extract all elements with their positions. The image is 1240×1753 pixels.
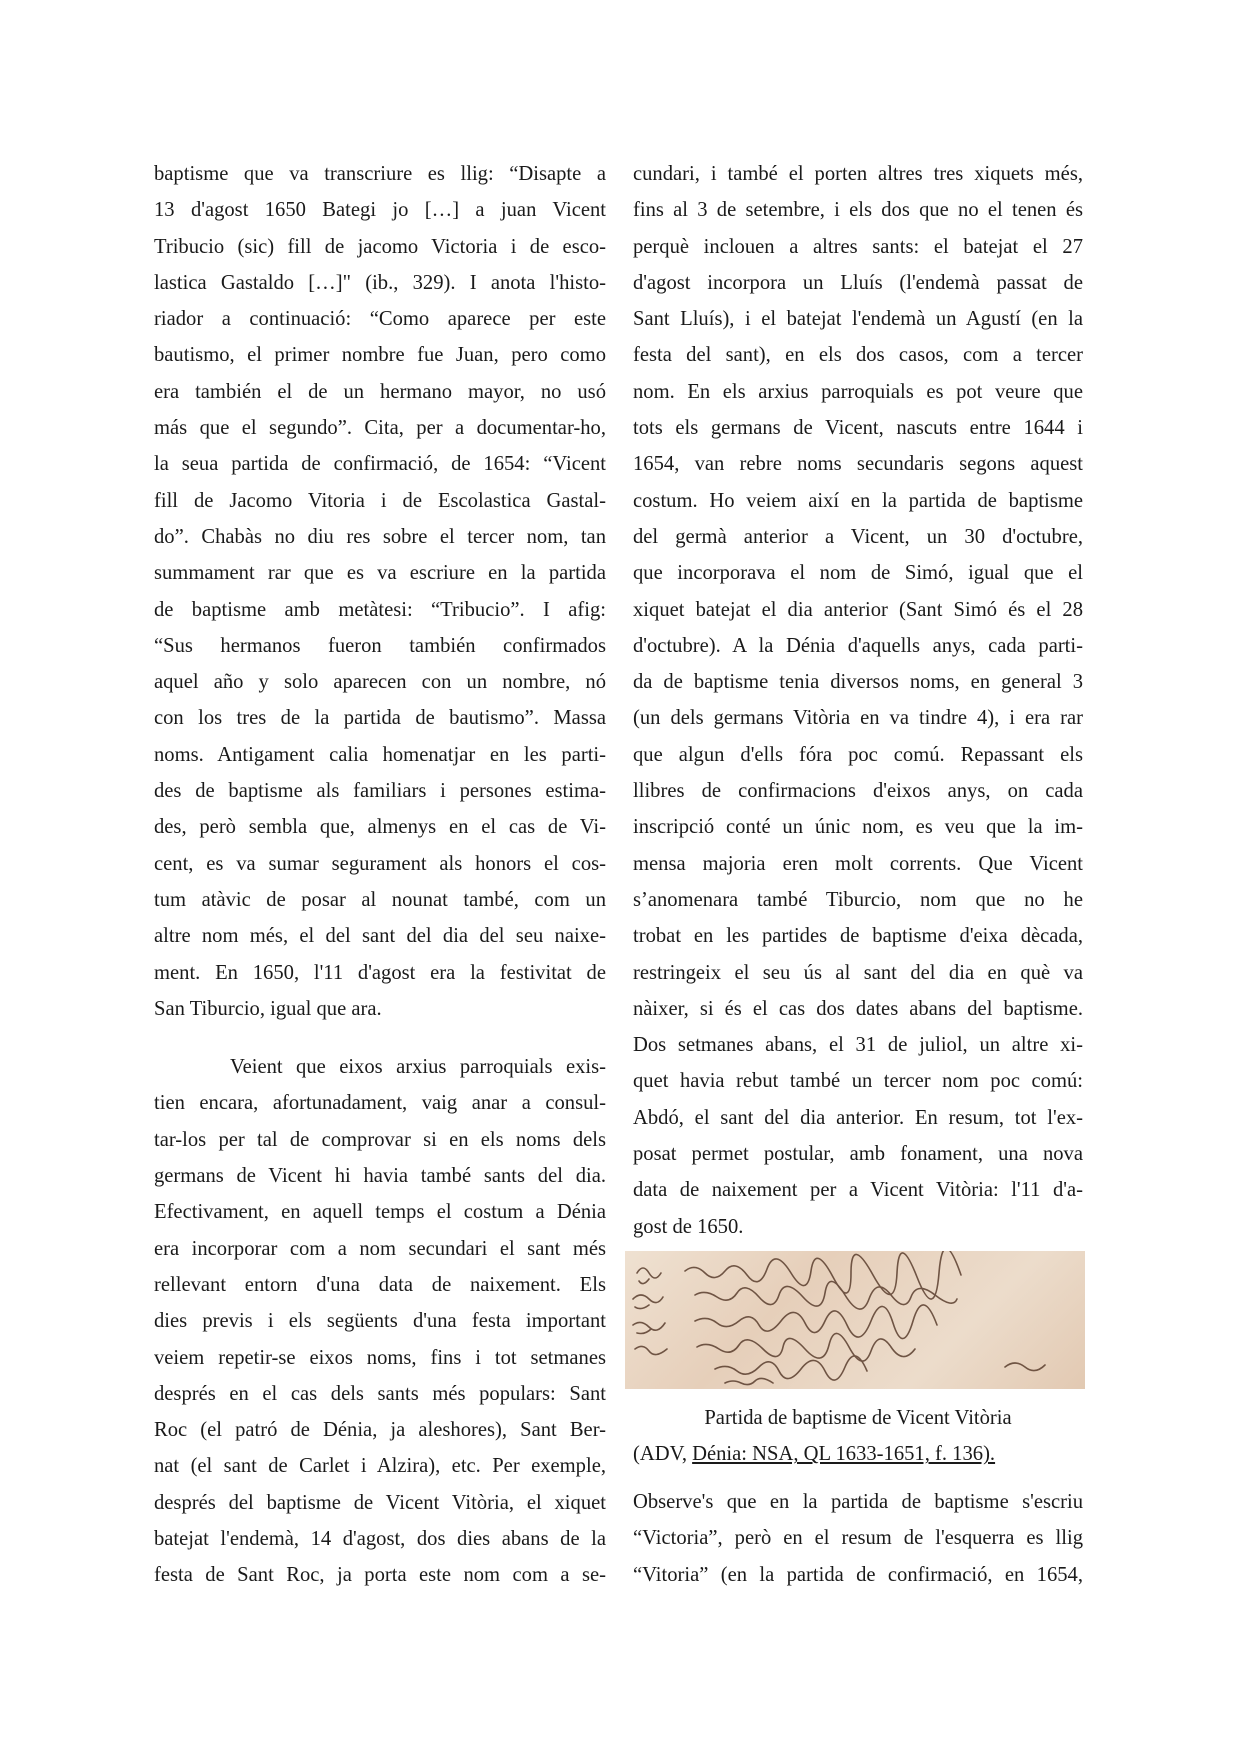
text-line: San Tiburcio, igual que ara.	[154, 997, 382, 1020]
text-line: Sant Lluís), i el batejat l'endemà un Agustí (en la	[633, 308, 1083, 331]
text-line: costum. Ho veiem així en la partida de baptisme	[633, 489, 1083, 512]
text-line: rellevant entorn d'una data de naixement. Els	[154, 1273, 606, 1296]
text-line: 1654, van rebre noms secundaris segons aquest	[633, 453, 1083, 476]
text-line: restringeix el seu ús al sant del dia en què va	[633, 961, 1083, 984]
text-line: “Victoria”, però en el resum de l'esquerra es llig	[633, 1527, 1083, 1550]
caption-source-link[interactable]: Dénia: NSA, QL 1633-1651, f. 136).	[692, 1443, 996, 1466]
text-line: llibres de confirmacions d'eixos anys, on cada	[633, 780, 1083, 803]
text-line: tum atàvic de posar al nounat també, com un	[154, 888, 606, 911]
note-paragraph	[633, 1484, 1083, 1593]
text-line: da de baptisme tenia diversos noms, en general 3	[633, 671, 1083, 694]
text-line: Tribucio (sic) fill de jacomo Victoria i de esco-	[154, 235, 606, 258]
text-line: després del baptisme de Vicent Vitòria, el xiquet	[154, 1491, 606, 1514]
text-line: do”. Chabàs no diu res sobre el tercer nom, tan	[154, 525, 606, 548]
text-line: Dos setmanes abans, el 31 de juliol, un altre xi-	[633, 1034, 1083, 1057]
text-line: tar-los per tal de comprovar si en els noms dels	[154, 1128, 606, 1151]
text-line: d'agost incorpora un Lluís (l'endemà passat de	[633, 271, 1083, 294]
text-line: que incorporava el nom de Simó, igual que el	[633, 562, 1083, 585]
text-line: aquel año y solo aparecen con un nombre, nó	[154, 671, 606, 694]
text-line: tots els germans de Vicent, nascuts entre 1644 i	[633, 417, 1083, 440]
text-line: de baptisme amb metàtesi: “Tribucio”. I afig:	[154, 598, 606, 621]
text-line: nàixer, si és el cas dos dates abans del baptisme.	[633, 997, 1083, 1020]
text-line: “Vitoria” (en la partida de confirmació, en 1654,	[633, 1563, 1083, 1586]
text-line: altre nom més, el del sant del dia del seu naixe-	[154, 925, 606, 948]
text-line: mensa majoria eren molt corrents. Que Vicent	[633, 852, 1083, 875]
text-line: des de baptisme als familiars i persones estima-	[154, 780, 606, 803]
text-line: con los tres de la partida de bautismo”. Massa	[154, 707, 606, 730]
handwriting-scribbles	[625, 1251, 1085, 1389]
text-line: des, però sembla que, almenys en el cas de Vi-	[154, 816, 606, 839]
text-line: ment. En 1650, l'11 d'agost era la festivitat de	[154, 961, 606, 984]
text-line: era también el de un hermano mayor, no usó	[154, 380, 606, 403]
text-line: lastica Gastaldo […]" (ib., 329). I anota l'histo-	[154, 271, 606, 294]
text-line: fill de Jacomo Vitoria i de Escolastica Gastal-	[154, 489, 606, 512]
text-line: más que el segundo”. Cita, per a documentar-ho,	[154, 417, 606, 440]
text-line: nom. En els arxius parroquials es pot veure que	[633, 380, 1083, 403]
text-line: baptisme que va transcriure es llig: “Disapte a	[154, 163, 606, 185]
figure-caption	[633, 1400, 1083, 1473]
left-column	[154, 156, 606, 1594]
text-line: Observe's que en la partida de baptisme s'escriu	[633, 1491, 1083, 1513]
text-line: tien encara, afortunadament, vaig anar a consul-	[154, 1092, 606, 1115]
text-line: Roc (el patró de Dénia, ja aleshores), Sant Ber-	[154, 1419, 606, 1442]
text-line: fins al 3 de setembre, i els dos que no el tenen és	[633, 199, 1083, 222]
text-line: gost de 1650.	[633, 1215, 744, 1238]
text-line: trobat en les partides de baptisme d'eixa dècada,	[633, 925, 1083, 948]
text-line: posat permet postular, amb fonament, una nova	[633, 1143, 1083, 1166]
text-line: Veient que eixos arxius parroquials exis-	[230, 1056, 606, 1079]
caption-line	[633, 1436, 1083, 1472]
text-line: la seua partida de confirmació, de 1654: “Vicent	[154, 453, 606, 476]
text-line: era incorporar com a nom secundari el sant més	[154, 1237, 606, 1260]
text-line: batejat l'endemà, 14 d'agost, dos dies abans de la	[154, 1527, 606, 1550]
text-line: summament rar que es va escriure en la partida	[154, 562, 606, 585]
text-line: veiem repetir-se eixos noms, fins i tot setmanes	[154, 1346, 606, 1369]
text-line: “Sus hermanos fueron también confirmados	[154, 634, 606, 657]
text-line: Efectivament, en aquell temps el costum a Dénia	[154, 1201, 606, 1224]
text-line: data de naixement per a Vicent Vitòria: l'11 d'a-	[633, 1179, 1083, 1202]
text-line: inscripció conté un únic nom, es veu que la im-	[633, 816, 1083, 839]
text-line: xiquet batejat el dia anterior (Sant Simó és el 28	[633, 598, 1083, 621]
text-line: germans de Vicent hi havia també sants del dia.	[154, 1165, 606, 1188]
right-column	[633, 156, 1083, 1245]
text-line: perquè inclouen a altres sants: el batejat el 27	[633, 235, 1083, 258]
manuscript-image	[625, 1251, 1085, 1389]
text-line: després en el cas dels sants més populars: Sant	[154, 1382, 606, 1405]
text-line: (un dels germans Vitòria en va tindre 4), i era rar	[633, 707, 1083, 730]
text-line: cent, es va sumar segurament als honors el cos-	[154, 852, 606, 875]
text-line: s’anomenara també Tiburcio, nom que no he	[633, 888, 1083, 911]
caption-line: Partida de baptisme de Vicent Vitòria	[704, 1407, 1012, 1429]
text-line: del germà anterior a Vicent, un 30 d'octubre,	[633, 525, 1083, 548]
text-line: d'octubre). A la Dénia d'aquells anys, cada parti-	[633, 634, 1083, 657]
text-line: dies previs i els següents d'una festa important	[154, 1310, 606, 1333]
text-line: Abdó, el sant del dia anterior. En resum, tot l'ex-	[633, 1106, 1083, 1129]
text-line: que algun d'ells fóra poc comú. Repassant els	[633, 743, 1083, 766]
text-line: bautismo, el primer nombre fue Juan, pero como	[154, 344, 606, 367]
text-line: 13 d'agost 1650 Bategi jo […] a juan Vicent	[154, 199, 606, 222]
text-line: nat (el sant de Carlet i Alzira), etc. Per exemple,	[154, 1455, 606, 1478]
text-line: quet havia rebut també un tercer nom poc comú:	[633, 1070, 1083, 1093]
text-line: riador a continuació: “Como aparece per este	[154, 308, 606, 331]
text-line: cundari, i també el porten altres tres xiquets més,	[633, 163, 1083, 185]
text-line: noms. Antigament calia homenatjar en les parti-	[154, 743, 606, 766]
text-line: festa del sant), en els dos casos, com a tercer	[633, 344, 1083, 367]
caption-prefix: (ADV,	[633, 1443, 693, 1466]
text-line: festa de Sant Roc, ja porta este nom com a se-	[154, 1564, 606, 1587]
